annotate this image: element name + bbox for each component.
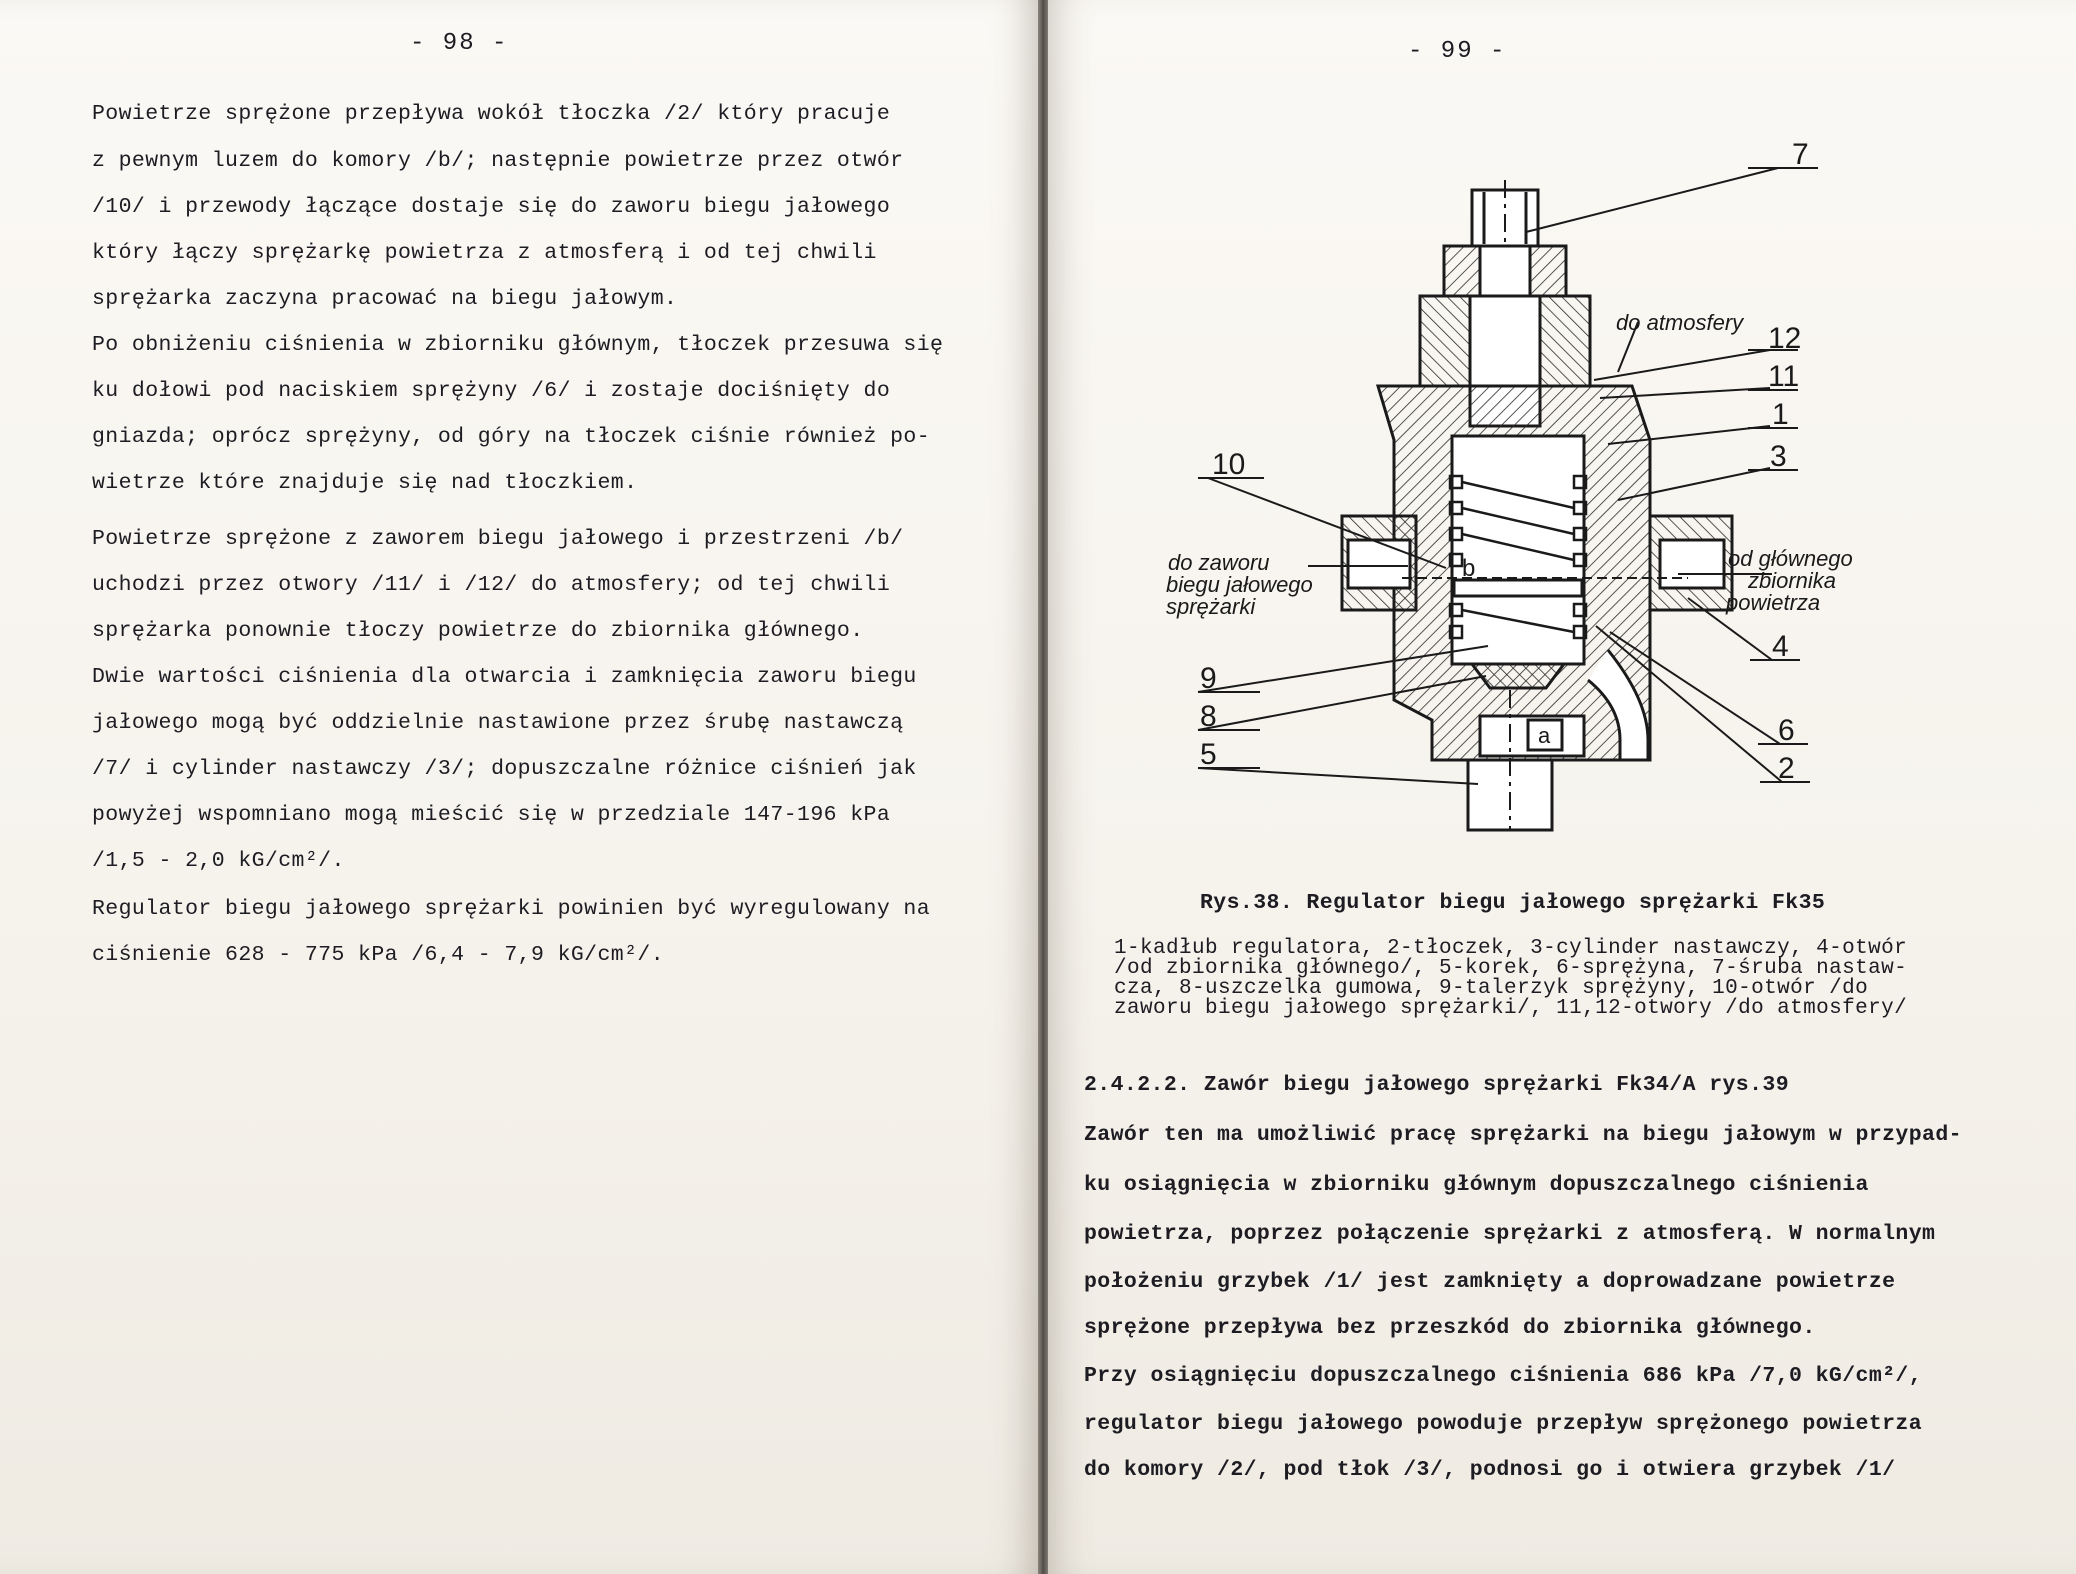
- text-line: sprężarka ponownie tłoczy powietrze do zbiornika głównego.: [92, 619, 864, 643]
- caption-line: zaworu biegu jałowego sprężarki/, 11,12-otwory /do atmosfery/: [1114, 997, 1908, 1020]
- caption-line: /od zbiornika głównego/, 5-korek, 6-sprężyna, 7-śruba nastaw-: [1114, 957, 1908, 980]
- text-line: wietrze które znajduje się nad tłoczkiem.: [92, 471, 638, 495]
- text-line: ku dołowi pod naciskiem sprężyny /6/ i zostaje dociśnięty do: [92, 379, 891, 403]
- right-page: [1048, 0, 2076, 1574]
- callout-4: 4: [1772, 630, 1789, 663]
- caption-line: 1-kadłub regulatora, 2-tłoczek, 3-cylinder nastawczy, 4-otwór: [1114, 937, 1908, 960]
- chamber-b: b: [1462, 555, 1476, 582]
- text-line: powyżej wspomniano mogą mieścić się w przedziale 147-196 kPa: [92, 803, 891, 827]
- text-line: gniazda; oprócz sprężyny, od góry na tłoczek ciśnie również po-: [92, 425, 931, 449]
- callout-3: 3: [1770, 440, 1787, 473]
- chamber-a: a: [1538, 723, 1551, 748]
- label-right-2: zbiornika: [1748, 568, 1837, 593]
- text-line: Regulator biegu jałowego sprężarki powinien być wyregulowany na: [92, 897, 931, 921]
- page-number-right: - 99 -: [1408, 38, 1507, 65]
- text-line: Przy osiągnięciu dopuszczalnego ciśnienia 686 kPa /7,0 kG/cm²/,: [1084, 1364, 1923, 1388]
- text-line: /7/ i cylinder nastawczy /3/; dopuszczalne różnice ciśnień jak: [92, 757, 917, 781]
- callout-10: 10: [1212, 448, 1246, 481]
- page-number-left: - 98 -: [410, 30, 509, 57]
- text-line: powietrza, poprzez połączenie sprężarki z atmosferą. W normalnym: [1084, 1222, 1936, 1246]
- label-left-3: sprężarki: [1166, 594, 1256, 619]
- text-line: sprężone przepływa bez przeszkód do zbiornika głównego.: [1084, 1316, 1816, 1340]
- text-line: Powietrze sprężone z zaworem biegu jałowego i przestrzeni /b/: [92, 527, 904, 551]
- text-line: ku osiągnięcia w zbiorniku głównym dopuszczalnego ciśnienia: [1084, 1173, 1869, 1197]
- text-line: Powietrze sprężone przepływa wokół tłoczka /2/ który pracuje: [92, 102, 891, 126]
- regulator-drawing: [1048, 0, 2076, 880]
- figure-caption-title: Rys.38. Regulator biegu jałowego sprężarki Fk35: [1200, 891, 1826, 915]
- section-heading: 2.4.2.2. Zawór biegu jałowego sprężarki Fk34/A rys.39: [1084, 1073, 1790, 1097]
- text-line: do komory /2/, pod tłok /3/, podnosi go i otwiera grzybek /1/: [1084, 1458, 1896, 1482]
- label-atmosphere: do atmosfery: [1616, 310, 1744, 335]
- text-line: Po obniżeniu ciśnienia w zbiorniku głównym, tłoczek przesuwa się: [92, 333, 944, 357]
- text-line: sprężarka zaczyna pracować na biegu jałowym.: [92, 287, 678, 311]
- text-line: /1,5 - 2,0 kG/cm²/.: [92, 849, 345, 873]
- callout-7: 7: [1792, 138, 1809, 171]
- callout-12: 12: [1768, 322, 1802, 355]
- text-line: jałowego mogą być oddzielnie nastawione przez śrubę nastawczą: [92, 711, 904, 735]
- callout-9: 9: [1200, 662, 1217, 695]
- label-left-1: do zaworu: [1168, 550, 1270, 575]
- label-right-1: od głównego: [1728, 546, 1853, 571]
- callout-11: 11: [1768, 360, 1800, 393]
- callout-5: 5: [1200, 738, 1217, 771]
- label-left-2: biegu jałowego: [1166, 572, 1313, 597]
- text-line: Dwie wartości ciśnienia dla otwarcia i zamknięcia zaworu biegu: [92, 665, 917, 689]
- callout-6: 6: [1778, 714, 1795, 747]
- text-line: Zawór ten ma umożliwić pracę sprężarki na biegu jałowym w przypad-: [1084, 1123, 1962, 1147]
- text-line: z pewnym luzem do komory /b/; następnie powietrze przez otwór: [92, 149, 904, 173]
- callout-2: 2: [1778, 752, 1795, 785]
- callout-8: 8: [1200, 700, 1217, 733]
- text-line: regulator biegu jałowego powoduje przepływ sprężonego powietrza: [1084, 1412, 1923, 1436]
- text-line: który łączy sprężarkę powietrza z atmosferą i od tej chwili: [92, 241, 877, 265]
- callout-1: 1: [1772, 398, 1789, 431]
- text-line: położeniu grzybek /1/ jest zamknięty a doprowadzane powietrze: [1084, 1270, 1896, 1294]
- label-right-3: powietrza: [1726, 590, 1821, 615]
- text-line: /10/ i przewody łączące dostaje się do zaworu biegu jałowego: [92, 195, 891, 219]
- text-line: uchodzi przez otwory /11/ i /12/ do atmosfery; od tej chwili: [92, 573, 891, 597]
- text-line: ciśnienie 628 - 775 kPa /6,4 - 7,9 kG/cm²/.: [92, 943, 664, 967]
- caption-line: cza, 8-uszczelka gumowa, 9-talerzyk sprężyny, 10-otwór /do: [1114, 977, 1869, 1000]
